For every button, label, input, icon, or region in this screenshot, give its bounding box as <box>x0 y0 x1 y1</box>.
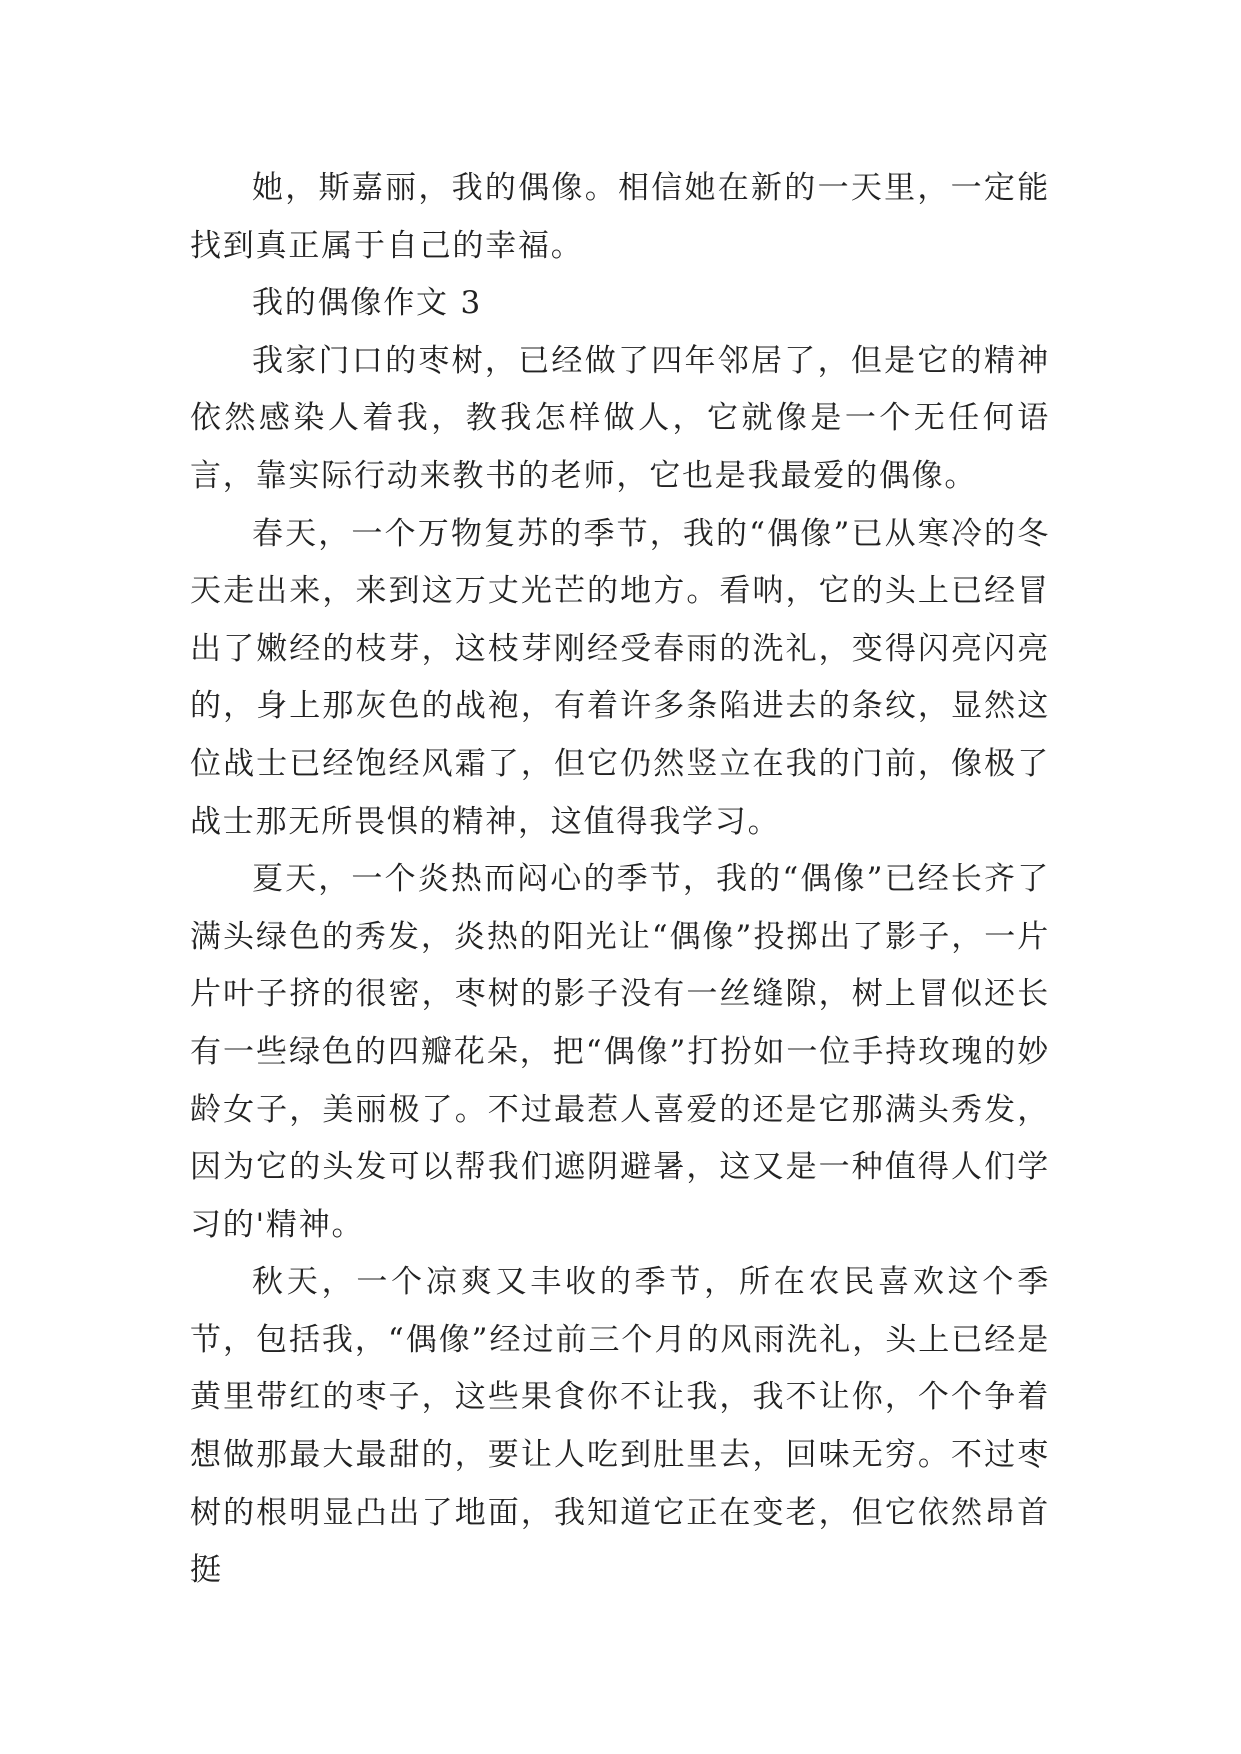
paragraph-spring: 春天，一个万物复苏的季节，我的“偶像”已从寒冷的冬天走出来，来到这万丈光芒的地方。看呐，它的头上已经冒出了嫩经的枝芽，这枝芽刚经受春雨的洗礼，变得闪亮闪亮的，身上那灰色的战袍，有着许多条陷进去的条纹，显然这位战士已经饱经风霜了，但它仍然竖立在我的门前，像极了战士那无所畏惧的精神，这值得我学习。 <box>190 515 1050 840</box>
paragraph-idol-scarlett: 她，斯嘉丽，我的偶像。相信她在新的一天里，一定能找到真正属于自己的幸福。 <box>190 170 1050 264</box>
paragraph-summer: 夏天，一个炎热而闷心的季节，我的“偶像”已经长齐了满头绿色的秀发，炎热的阳光让“偶像”投掷出了影子，一片片叶子挤的很密，枣树的影子没有一丝缝隙，树上冒似还长有一些绿色的四瓣花朵，把“偶像”打扮如一位手持玫瑰的妙龄女子，美丽极了。不过最惹人喜爱的还是它那满头秀发，因为它的头发可以帮我们遮阴避暑，这又是一种值得人们学习的'精神。 <box>190 861 1050 1243</box>
document-body <box>190 160 1050 1600</box>
essay-heading: 我的偶像作文 3 <box>252 285 482 322</box>
paragraph-jujube-tree-intro: 我家门口的枣树，已经做了四年邻居了，但是它的精神依然感染人着我，教我怎样做人，它就像是一个无任何语言，靠实际行动来教书的老师，它也是我最爱的偶像。 <box>190 342 1050 494</box>
paragraph-autumn: 秋天，一个凉爽又丰收的季节，所在农民喜欢这个季节，包括我，“偶像”经过前三个月的风雨洗礼，头上已经是黄里带红的枣子，这些果食你不让我，我不让你，个个争着想做那最大最甜的，要让人吃到肚里去，回味无穷。不过枣树的根明显凸出了地面，我知道它正在变老，但它依然昂首挺 <box>190 1264 1050 1589</box>
